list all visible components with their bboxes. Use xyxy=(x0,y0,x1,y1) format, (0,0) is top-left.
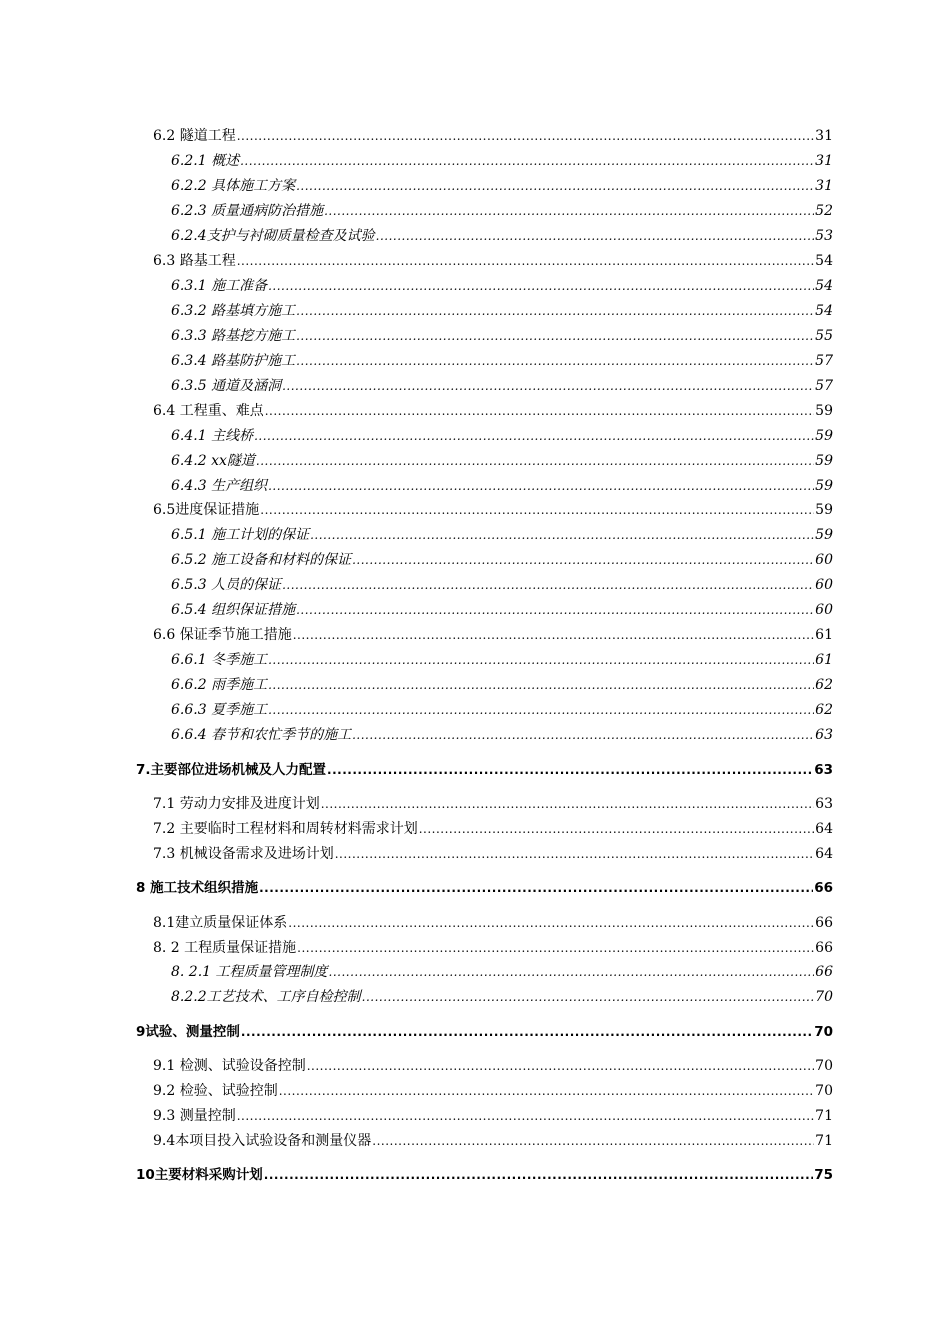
toc-entry-page-number: 70 xyxy=(815,1083,833,1099)
dot-leader xyxy=(265,401,814,421)
toc-entry-title: 6.2.1 概述 xyxy=(171,153,240,169)
dot-leader xyxy=(307,1056,814,1076)
toc-entry[interactable] xyxy=(171,326,833,346)
dot-leader xyxy=(293,625,814,645)
toc-entry[interactable] xyxy=(153,1131,833,1151)
dot-leader xyxy=(335,844,814,864)
toc-entry[interactable] xyxy=(171,476,833,496)
toc-entry-page-number: 59 xyxy=(815,527,833,543)
dot-leader xyxy=(419,819,814,839)
toc-entry-page-number: 59 xyxy=(815,453,833,469)
dot-leader xyxy=(296,351,814,371)
toc-entry[interactable] xyxy=(171,426,833,446)
toc-entry-title: 9.3 测量控制 xyxy=(153,1108,236,1124)
toc-entry[interactable] xyxy=(171,600,833,620)
toc-entry-page-number: 75 xyxy=(814,1167,833,1183)
toc-entry-title: 9.2 检验、试验控制 xyxy=(153,1083,278,1099)
toc-entry-title: 6.5进度保证措施 xyxy=(153,502,260,518)
toc-entry-page-number: 64 xyxy=(815,846,833,862)
toc-entry-page-number: 70 xyxy=(814,1024,833,1040)
toc-entry[interactable] xyxy=(171,201,833,221)
toc-entry[interactable] xyxy=(153,1081,833,1101)
toc-entry[interactable] xyxy=(136,1165,833,1185)
toc-entry-title: 8. 2.1 工程质量管理制度 xyxy=(171,964,328,980)
toc-entry-page-number: 64 xyxy=(815,821,833,837)
toc-entry[interactable] xyxy=(136,1022,833,1042)
dot-leader xyxy=(296,301,814,321)
toc-entry-title: 8.1建立质量保证体系 xyxy=(153,915,288,931)
toc-entry-page-number: 54 xyxy=(815,253,833,269)
dot-leader xyxy=(268,276,814,296)
toc-entry-page-number: 31 xyxy=(815,153,833,169)
toc-entry-title: 6.5.3 人员的保证 xyxy=(171,577,282,593)
toc-entry[interactable] xyxy=(171,575,833,595)
toc-entry-page-number: 61 xyxy=(815,627,833,643)
dot-leader xyxy=(254,426,814,446)
dot-leader xyxy=(321,794,814,814)
toc-entry-page-number: 70 xyxy=(815,1058,833,1074)
toc-entry-title: 6.6.1 冬季施工 xyxy=(171,652,268,668)
toc-entry-page-number: 54 xyxy=(815,278,833,294)
toc-entry-title: 6.5.4 组织保证措施 xyxy=(171,602,296,618)
toc-entry-title: 7.主要部位进场机械及人力配置 xyxy=(136,762,327,778)
toc-entry-title: 7.2 主要临时工程材料和周转材料需求计划 xyxy=(153,821,418,837)
toc-entry-page-number: 57 xyxy=(815,378,833,394)
toc-entry-title: 6.6.4 春节和农忙季节的施工 xyxy=(171,727,352,743)
toc-entry-page-number: 57 xyxy=(815,353,833,369)
toc-entry-title: 6.6 保证季节施工措施 xyxy=(153,627,292,643)
toc-entry[interactable] xyxy=(171,226,833,246)
dot-leader xyxy=(268,675,814,695)
toc-entry-page-number: 60 xyxy=(815,552,833,568)
toc-entry[interactable] xyxy=(153,819,833,839)
toc-entry-page-number: 71 xyxy=(815,1133,833,1149)
toc-entry[interactable] xyxy=(136,878,833,898)
dot-leader xyxy=(296,326,814,346)
toc-entry-page-number: 66 xyxy=(815,915,833,931)
dot-leader xyxy=(268,700,814,720)
toc-entry-title: 6.3.4 路基防护施工 xyxy=(171,353,296,369)
dot-leader xyxy=(376,226,815,246)
toc-entry[interactable] xyxy=(153,625,833,645)
toc-entry-page-number: 66 xyxy=(815,964,833,980)
toc-entry[interactable] xyxy=(171,525,833,545)
dot-leader xyxy=(260,500,814,520)
dot-leader xyxy=(362,987,815,1007)
toc-entry-title: 6.2.2 具体施工方案 xyxy=(171,178,296,194)
toc-entry-title: 6.4 工程重、难点 xyxy=(153,403,264,419)
dot-leader xyxy=(282,376,814,396)
toc-entry-title: 6.3.3 路基挖方施工 xyxy=(171,328,296,344)
toc-entry[interactable] xyxy=(153,1056,833,1076)
toc-entry-title: 6.3.1 施工准备 xyxy=(171,278,268,294)
dot-leader xyxy=(329,962,815,982)
toc-entry-page-number: 60 xyxy=(815,602,833,618)
dot-leader xyxy=(288,913,814,933)
toc-entry-title: 8.2.2工艺技术、工序自检控制 xyxy=(171,989,361,1005)
toc-entry[interactable] xyxy=(153,844,833,864)
dot-leader xyxy=(296,600,814,620)
toc-entry[interactable] xyxy=(171,675,833,695)
toc-entry-page-number: 59 xyxy=(815,428,833,444)
toc-entry-page-number: 62 xyxy=(815,677,833,693)
toc-entry-title: 6.2.3 质量通病防治措施 xyxy=(171,203,324,219)
toc-entry[interactable] xyxy=(171,276,833,296)
toc-entry[interactable] xyxy=(171,301,833,321)
toc-entry-page-number: 71 xyxy=(815,1108,833,1124)
toc-entry-title: 7.3 机械设备需求及进场计划 xyxy=(153,846,334,862)
toc-entry-page-number: 63 xyxy=(815,796,833,812)
dot-leader xyxy=(237,251,814,271)
toc-entry-title: 6.2.4支护与衬砌质量检查及试验 xyxy=(171,228,375,244)
toc-entry-title: 8 施工技术组织措施 xyxy=(136,880,259,896)
dot-leader xyxy=(237,126,814,146)
toc-entry[interactable] xyxy=(171,550,833,570)
toc-entry-page-number: 52 xyxy=(815,203,833,219)
toc-entry[interactable] xyxy=(153,1106,833,1126)
toc-entry-page-number: 66 xyxy=(814,880,833,896)
toc-entry[interactable] xyxy=(153,126,833,146)
toc-entry[interactable] xyxy=(171,650,833,670)
toc-entry-title: 7.1 劳动力安排及进度计划 xyxy=(153,796,320,812)
toc-entry-page-number: 59 xyxy=(815,403,833,419)
toc-entry[interactable] xyxy=(171,962,833,982)
toc-entry[interactable] xyxy=(153,794,833,814)
dot-leader xyxy=(352,550,814,570)
toc-entry[interactable] xyxy=(171,376,833,396)
toc-entry[interactable] xyxy=(136,760,833,780)
toc-entry-page-number: 31 xyxy=(815,128,833,144)
toc-entry[interactable] xyxy=(153,251,833,271)
toc-entry[interactable] xyxy=(171,451,833,471)
dot-leader xyxy=(256,451,814,471)
toc-entry-page-number: 60 xyxy=(815,577,833,593)
toc-entry-page-number: 59 xyxy=(815,502,833,518)
toc-entry-page-number: 66 xyxy=(815,940,833,956)
dot-leader xyxy=(310,525,814,545)
toc-entry-page-number: 59 xyxy=(815,478,833,494)
dot-leader xyxy=(282,575,814,595)
dot-leader xyxy=(237,1106,814,1126)
toc-entry[interactable] xyxy=(153,938,833,958)
toc-entry-title: 10主要材料采购计划 xyxy=(136,1167,263,1183)
dot-leader xyxy=(268,650,814,670)
toc-entry-page-number: 55 xyxy=(815,328,833,344)
toc-entry-page-number: 31 xyxy=(815,178,833,194)
toc-entry-title: 6.4.3 生产组织 xyxy=(171,478,268,494)
toc-entry-title: 6.4.2 xx隧道 xyxy=(171,453,255,469)
toc-entry-page-number: 70 xyxy=(815,989,833,1005)
toc-entry-title: 9.4本项目投入试验设备和测量仪器 xyxy=(153,1133,372,1149)
toc-entry[interactable] xyxy=(153,913,833,933)
dot-leader xyxy=(240,151,814,171)
toc-entry[interactable] xyxy=(171,725,833,745)
toc-entry-page-number: 63 xyxy=(814,762,833,778)
dot-leader xyxy=(296,176,814,196)
dot-leader xyxy=(241,1022,813,1042)
toc-entry[interactable] xyxy=(171,151,833,171)
dot-leader xyxy=(327,760,813,780)
toc-entry-title: 6.6.3 夏季施工 xyxy=(171,702,268,718)
dot-leader xyxy=(279,1081,814,1101)
toc-entry-title: 6.4.1 主线桥 xyxy=(171,428,254,444)
dot-leader xyxy=(324,201,814,221)
toc-entry-title: 6.3.2 路基填方施工 xyxy=(171,303,296,319)
dot-leader xyxy=(259,878,813,898)
toc-entry-title: 6.3 路基工程 xyxy=(153,253,236,269)
toc-entry-page-number: 63 xyxy=(815,727,833,743)
toc-entry-title: 6.5.2 施工设备和材料的保证 xyxy=(171,552,352,568)
toc-entry[interactable] xyxy=(171,176,833,196)
toc-entry-page-number: 54 xyxy=(815,303,833,319)
toc-entry-title: 6.6.2 雨季施工 xyxy=(171,677,268,693)
toc-entry-title: 6.5.1 施工计划的保证 xyxy=(171,527,310,543)
toc-entry-title: 9.1 检测、试验设备控制 xyxy=(153,1058,306,1074)
toc-entry-title: 9试验、测量控制 xyxy=(136,1024,240,1040)
dot-leader xyxy=(297,938,814,958)
toc-entry[interactable] xyxy=(171,987,833,1007)
dot-leader xyxy=(268,476,814,496)
toc-entry-title: 6.3.5 通道及涵洞 xyxy=(171,378,282,394)
dot-leader xyxy=(352,725,814,745)
dot-leader xyxy=(372,1131,814,1151)
toc-entry[interactable] xyxy=(171,351,833,371)
toc-entry-page-number: 61 xyxy=(815,652,833,668)
toc-entry[interactable] xyxy=(153,401,833,421)
toc-entry[interactable] xyxy=(171,700,833,720)
toc-entry-title: 8. 2 工程质量保证措施 xyxy=(153,940,297,956)
toc-entry-page-number: 53 xyxy=(815,228,833,244)
toc-entry[interactable] xyxy=(153,500,833,520)
dot-leader xyxy=(264,1165,813,1185)
toc-entry-page-number: 62 xyxy=(815,702,833,718)
toc-entry-title: 6.2 隧道工程 xyxy=(153,128,236,144)
